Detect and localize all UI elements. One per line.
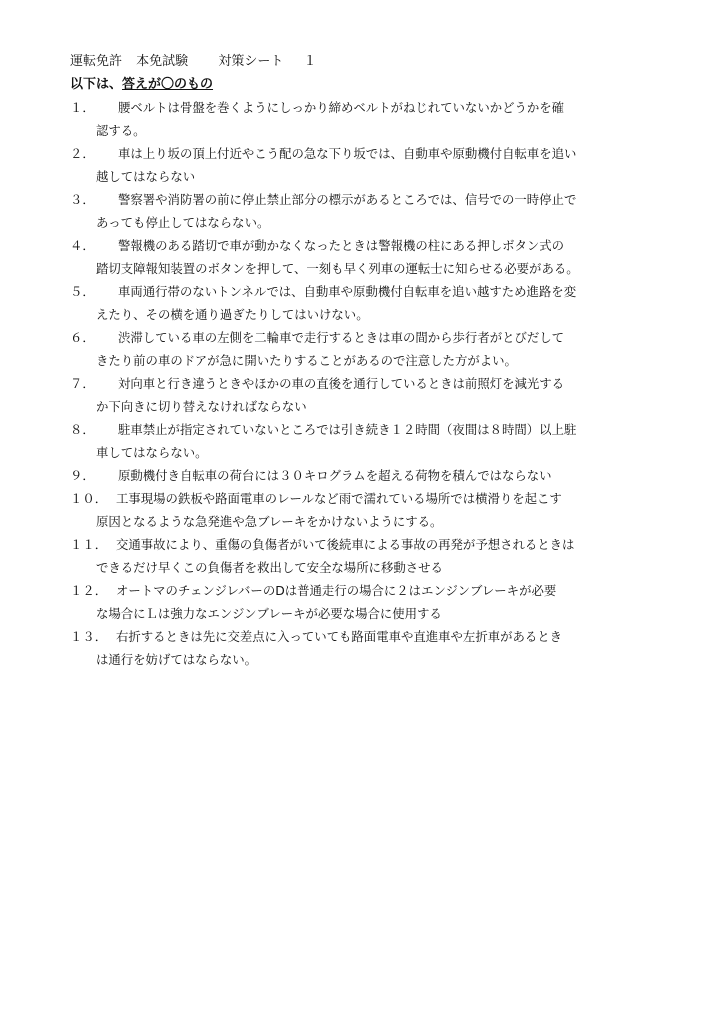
subtitle-prefix: 以下は、 [70, 77, 123, 92]
item-text-line2: か下向きに切り替えなければならない [96, 399, 307, 414]
item-number: １２． [70, 583, 108, 598]
item-text-line1: 駐車禁止が指定されていないところでは引き続き１２時間（夜間は８時間）以上駐 [118, 422, 577, 437]
list-item [70, 625, 670, 671]
item-text-line1: 右折するときは先に交差点に入っていても路面電車や直進車や左折車があるとき [116, 629, 563, 644]
list-item [70, 372, 670, 418]
item-text-line2: は通行を妨げてはならない。 [96, 652, 258, 667]
item-text-line1: 警察署や消防署の前に停止禁止部分の標示があるところでは、信号での一時停止で [118, 192, 577, 207]
item-text-line2: あっても停止してはならない。 [96, 215, 270, 230]
list-item [70, 188, 670, 234]
item-text-line1: 渋滞している車の左側を二輪車で走行するときは車の間から歩行者がとびだして [118, 330, 565, 345]
item-number: ３． [70, 192, 95, 207]
item-text-line1: 交通事故により、重傷の負傷者がいて後続車による事故の再発が予想されるときは [116, 537, 575, 552]
item-text-line2: 踏切支障報知装置のボタンを押して、一刻も早く列車の運転士に知らせる必要がある。 [96, 261, 579, 276]
item-text-line1: 対向車と行き違うときやほかの車の直後を通行しているときは前照灯を減光する [118, 376, 565, 391]
list-item [70, 234, 670, 280]
item-number: １１． [70, 537, 108, 552]
item-number: １． [70, 100, 95, 115]
document-header [70, 53, 316, 71]
item-text-line2: 認する。 [96, 123, 146, 138]
item-text-line1: オートマのチェンジレバーのDは普通走行の場合に２はエンジンブレーキが必要 [116, 583, 557, 598]
item-number: １３． [70, 629, 108, 644]
list-item [70, 579, 670, 625]
item-number: ２． [70, 146, 95, 161]
item-text-line1: 腰ベルトは骨盤を巻くようにしっかり締めベルトがねじれていないかどうかを確 [118, 100, 565, 115]
header-sheet: 対策シート [218, 54, 284, 69]
section-subtitle [70, 76, 213, 94]
subtitle-underlined: 答えが〇のもの [122, 77, 214, 92]
item-text-line2: きたり前の車のドアが急に開いたりすることがあるので注意した方がよい。 [96, 353, 517, 368]
header-sheet-number: １ [303, 54, 317, 69]
item-text-line1: 警報機のある踏切で車が動かなくなったときは警報機の柱にある押しボタン式の [118, 238, 565, 253]
item-text-line1: 車は上り坂の頂上付近やこう配の急な下り坂では、自動車や原動機付自転車を追い [118, 146, 577, 161]
header-title: 運転免許 [70, 54, 123, 69]
item-text-line2: えたり、その横を通り過ぎたりしてはいけない。 [96, 307, 369, 322]
list-item [70, 418, 670, 464]
item-number: ５． [70, 284, 95, 299]
header-exam: 本免試験 [136, 54, 189, 69]
item-text-line2: できるだけ早くこの負傷者を救出して安全な場所に移動させる [96, 560, 443, 575]
item-text-line1: 車両通行帯のないトンネルでは、自動車や原動機付自転車を追い越すため進路を変 [118, 284, 577, 299]
item-text-line2: 車してはならない。 [96, 445, 208, 460]
list-item [70, 326, 670, 372]
item-text-line1: 原動機付き自転車の荷台には３０キログラムを超える荷物を積んではならない [118, 468, 552, 483]
item-number: ８． [70, 422, 95, 437]
item-number: ９． [70, 468, 95, 483]
item-text-line2: 原因となるような急発進や急ブレーキをかけないようにする。 [96, 514, 443, 529]
list-item [70, 464, 670, 487]
list-item [70, 533, 670, 579]
list-item [70, 280, 670, 326]
item-number: １０． [70, 491, 108, 506]
list-item [70, 142, 670, 188]
item-text-line1: 工事現場の鉄板や路面電車のレールなど雨で濡れている場所では横滑りを起こす [116, 491, 562, 506]
item-text-line2: な場合にＬは強力なエンジンブレーキが必要な場合に使用する [96, 606, 442, 621]
list-item [70, 487, 670, 533]
item-number: ７． [70, 376, 95, 391]
question-list [70, 96, 670, 671]
item-number: ４． [70, 238, 95, 253]
list-item [70, 96, 670, 142]
item-number: ６． [70, 330, 95, 345]
item-text-line2: 越してはならない [96, 169, 196, 184]
